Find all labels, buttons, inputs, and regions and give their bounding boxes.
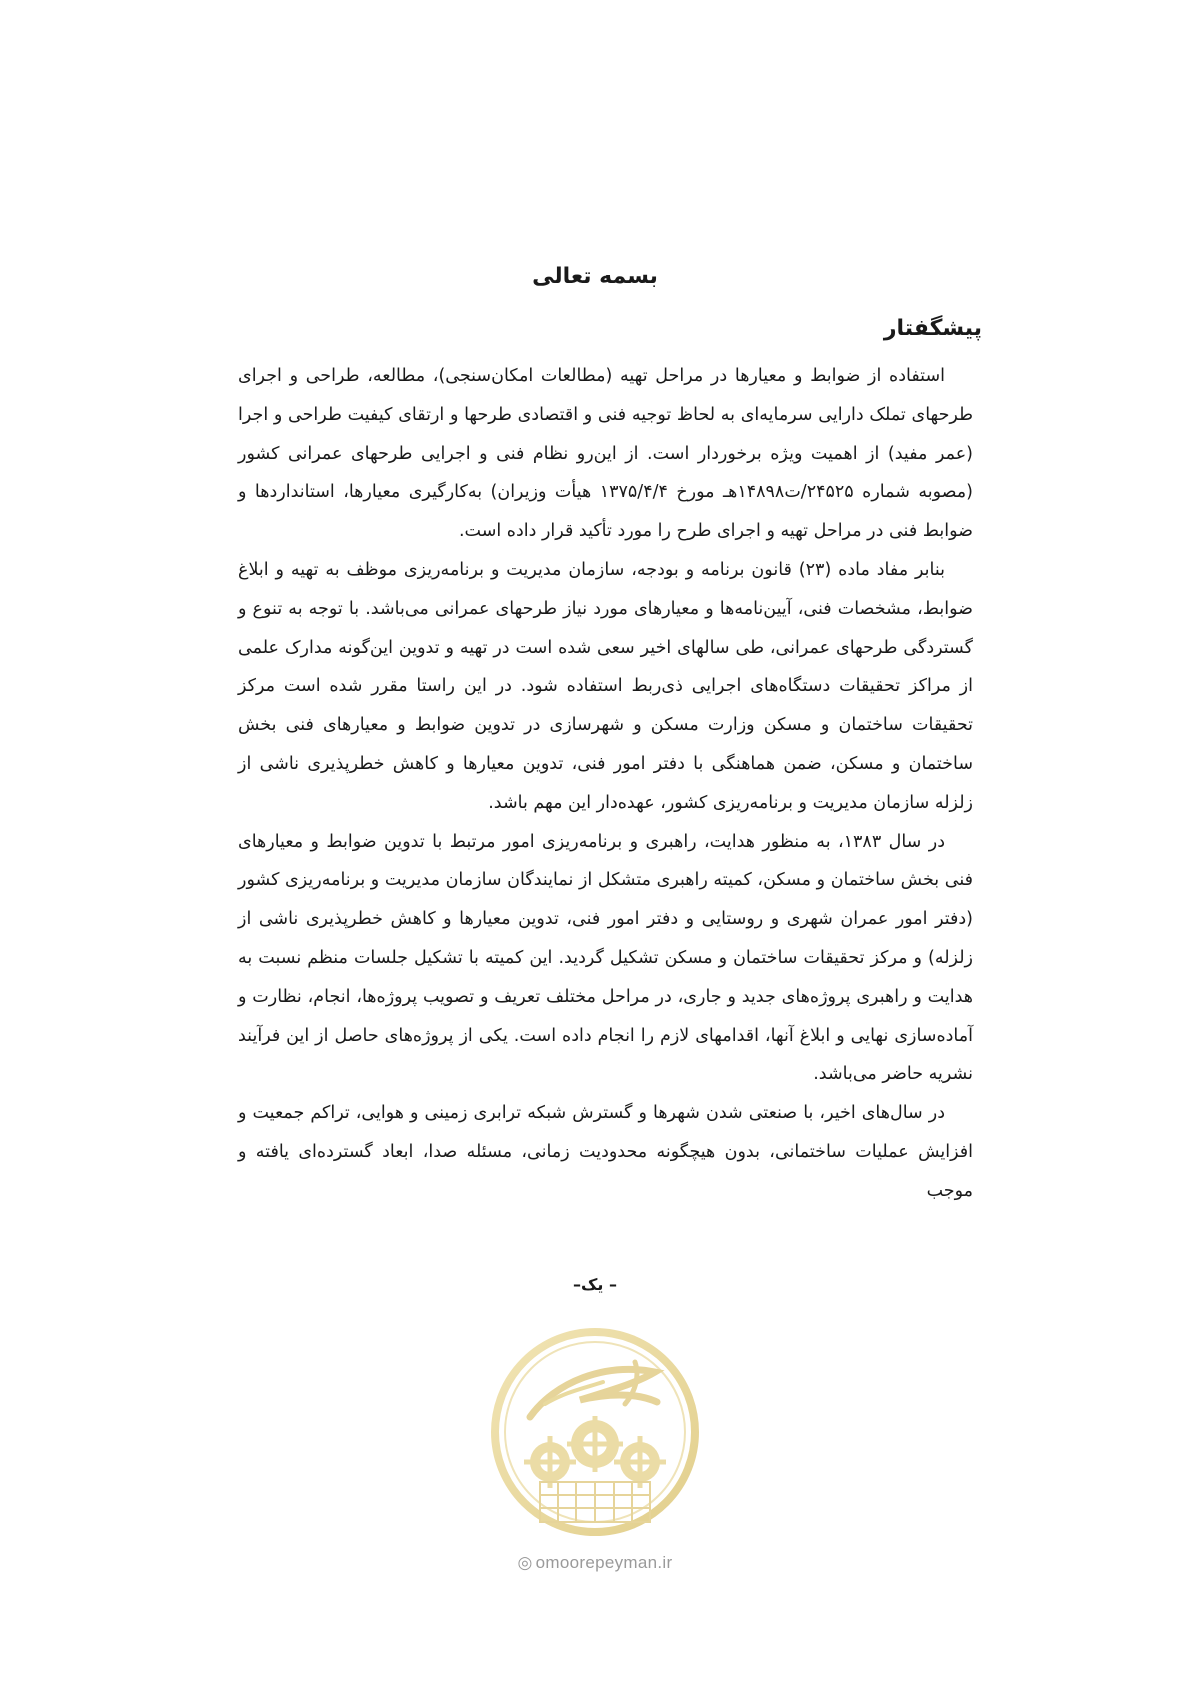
body-text bbox=[238, 357, 973, 1211]
globe-icon: ◎ bbox=[517, 1553, 533, 1572]
watermark-logo bbox=[485, 1322, 705, 1542]
paragraph-4: در سال‌های اخیر، با صنعتی شدن شهرها و گسترش شبکه ترابری زمینی و هوایی، تراکم جمعیت و افزایش عملیات ساختمانی، بدون هیچگونه محدودیت زمانی، مسئله صدا، ابعاد گسترده‌ای یافته و موجب bbox=[238, 1103, 973, 1201]
website-url: omoorepeyman.ir bbox=[535, 1553, 673, 1572]
section-title: پیشگفتار bbox=[883, 316, 982, 341]
invocation-heading: بسمه تعالی bbox=[532, 264, 658, 289]
paragraph-3: در سال ۱۳۸۳، به منظور هدایت، راهبری و برنامه‌ریزی امور مرتبط با تدوین ضوابط و معیارهای فنی بخش ساختمان و مسکن، کمیته راهبری متشکل از نمایندگان سازمان مدیریت و برنامه‌ریزی کشور (دفتر امور عمران شهری و روستایی و دفتر امور فنی، تدوین معیارها و کاهش خطرپذیری ناشی از زلزله) و مرکز تحقیقات ساختمان و مسکن تشکیل گردید. این کمیته با تشکیل جلسات منظم نسبت به هدایت و راهبری پروژه‌های جدید و جاری، در مراحل مختلف تعریف و تصویب پروژه‌ها، انجام، نظارت و آماده‌سازی نهایی و ابلاغ آنها، اقدامهای لازم را انجام داده است. یکی از پروژه‌های حاصل از این فرآیند نشریه حاضر می‌باشد. bbox=[238, 831, 973, 1085]
website-footer bbox=[0, 1553, 1190, 1573]
paragraph-1: استفاده از ضوابط و معیارها در مراحل تهیه (مطالعات امکان‌سنجی)، مطالعه، طراحی و اجرای طرحهای تملک دارایی سرمایه‌ای به لحاظ توجیه فنی و اقتصادی طرحها و ارتقای کیفیت طراحی و اجرا (عمر مفید) از اهمیت ویژه برخوردار است. از این‌رو نظام فنی و اجرایی طرحهای عمرانی کشور (مصوبه شماره ۲۴۵۲۵/ت۱۴۸۹۸هـ مورخ ۱۳۷۵/۴/۴ هیأت وزیران) به‌کارگیری معیارها، استانداردها و ضوابط فنی در مراحل تهیه و اجرای طرح را مورد تأکید قرار داده است. bbox=[238, 366, 973, 542]
paragraph-2: بنابر مفاد ماده (۲۳) قانون برنامه و بودجه، سازمان مدیریت و برنامه‌ریزی موظف به تهیه و ابلاغ ضوابط، مشخصات فنی، آیین‌نامه‌ها و معیارهای مورد نیاز طرحهای عمرانی می‌باشد. با توجه به تنوع و گستردگی طرحهای عمرانی، طی سالهای اخیر سعی شده است در تهیه و تدوین این‌گونه مدارک علمی از مراکز تحقیقات دستگاه‌های اجرایی ذی‌ربط استفاده شود. در این راستا مقرر شده است مرکز تحقیقات ساختمان و مسکن وزارت مسکن و شهرسازی در تدوین ضوابط و معیارهای فنی بخش ساختمان و مسکن، ضمن هماهنگی با دفتر امور فنی، تدوین معیارها و کاهش خطرپذیری ناشی از زلزله سازمان مدیریت و برنامه‌ریزی کشور، عهده‌دار این مهم باشد. bbox=[238, 559, 973, 813]
page-number: – یک– bbox=[573, 1275, 617, 1294]
